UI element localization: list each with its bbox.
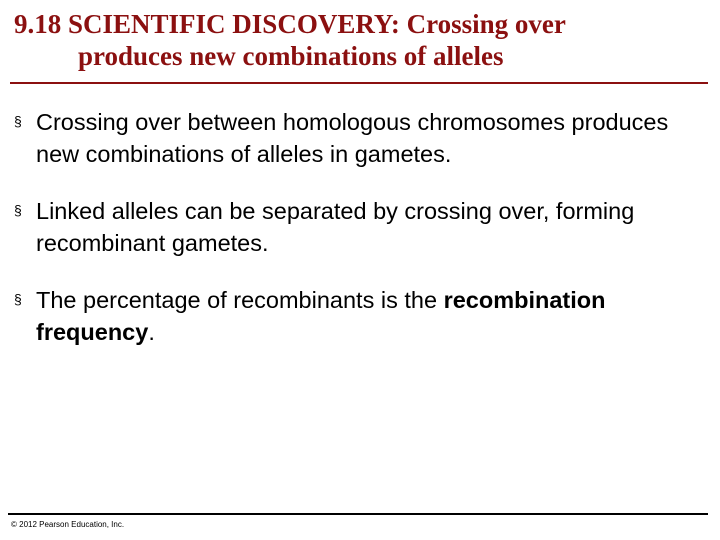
title-line-1: 9.18 SCIENTIFIC DISCOVERY: Crossing over <box>14 9 566 39</box>
footer-divider <box>8 513 708 515</box>
bullet-marker-icon <box>14 292 23 303</box>
bullet-text-3-suffix: . <box>148 319 155 345</box>
bullet-item-3 <box>14 284 704 348</box>
slide-title <box>14 8 704 72</box>
bullet-text-2: Linked alleles can be separated by crossing over, forming recombinant gametes. <box>36 198 635 256</box>
bullet-text-3-prefix: The percentage of recombinants is the <box>36 287 444 313</box>
bullet-item-2 <box>14 195 704 259</box>
bullet-text-1: Crossing over between homologous chromosomes produces new combinations of alleles in gametes. <box>36 109 669 167</box>
bullet-item-1 <box>14 106 704 170</box>
bullet-marker-icon <box>14 203 23 214</box>
title-divider <box>10 82 708 84</box>
bullet-text-3-term: recombination frequency <box>36 287 606 345</box>
copyright-notice: © 2012 Pearson Education, Inc. <box>11 520 125 529</box>
bullet-marker-icon <box>14 114 23 125</box>
bullet-list <box>14 106 704 373</box>
title-line-2: produces new combinations of alleles <box>78 41 504 71</box>
